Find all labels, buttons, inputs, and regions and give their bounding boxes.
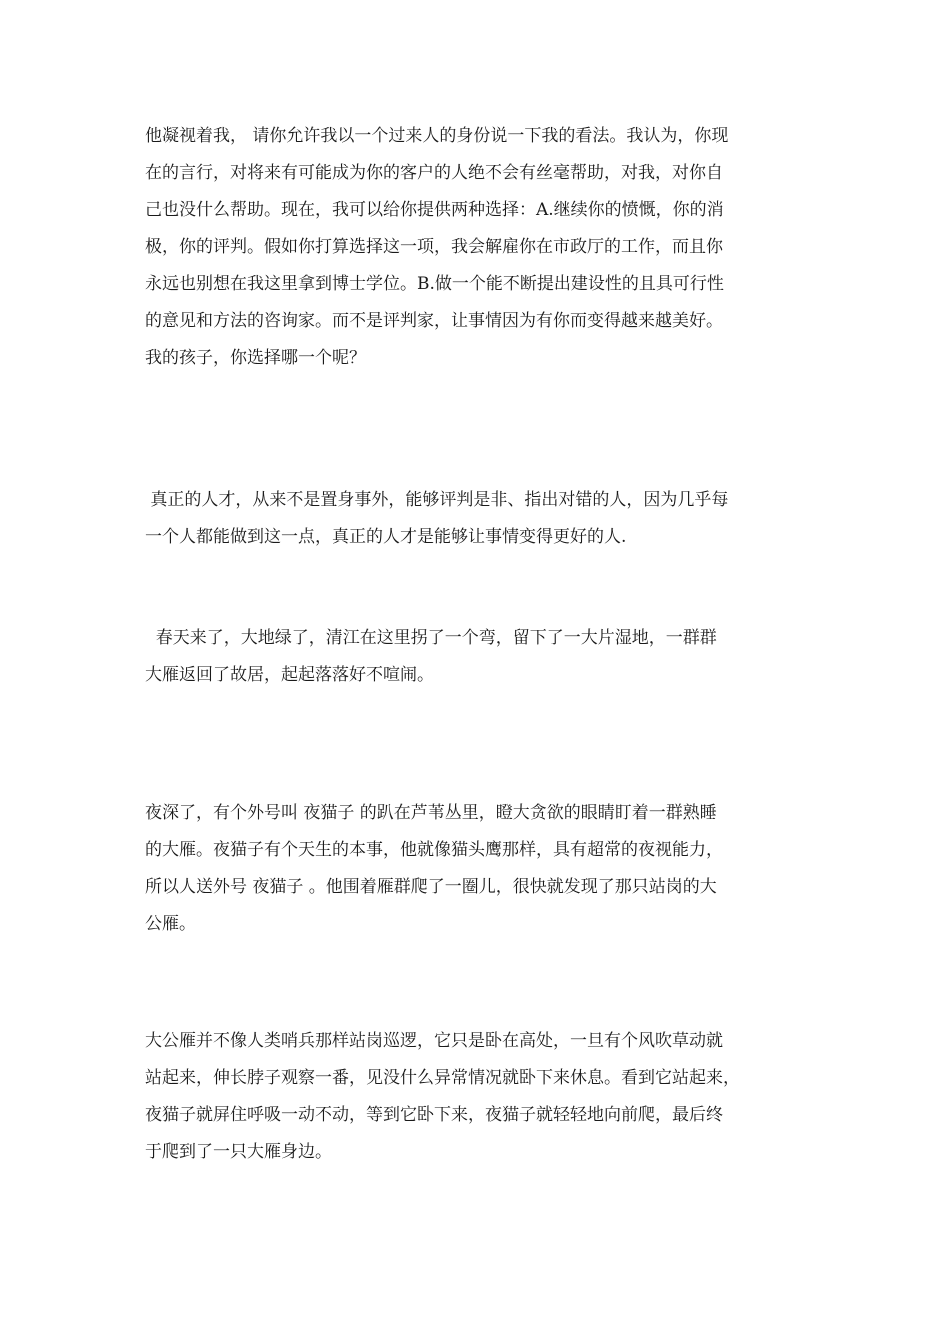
text-line: 夜猫子就屏住呼吸一动不动，等到它卧下来，夜猫子就轻轻地向前爬，最后终 (145, 1105, 723, 1125)
text-line: 春天来了，大地绿了，清江在这里拐了一个弯，留下了一大片湿地，一群群 (145, 628, 717, 648)
text-line: 极，你的评判。假如你打算选择这一项，我会解雇你在市政厅的工作，而且你 (145, 237, 723, 257)
text-line: 公雁。 (145, 914, 196, 934)
paragraph-5 (145, 1023, 810, 1171)
text-line: 大公雁并不像人类哨兵那样站岗巡逻，它只是卧在高处，一旦有个风吹草动就 (145, 1031, 723, 1051)
text-line: 己也没什么帮助。现在，我可以给你提供两种选择：A.继续你的愤慨，你的消 (145, 200, 724, 220)
text-line: 真正的人才，从来不是置身事外，能够评判是非、指出对错的人，因为几乎每 (145, 490, 729, 510)
text-line: 一个人都能做到这一点，真正的人才是能够让事情变得更好的人. (145, 527, 627, 547)
paragraph-4 (145, 795, 810, 943)
text-line: 夜深了，有个外号叫 夜猫子 的趴在芦苇丛里，瞪大贪欲的眼睛盯着一群熟睡 (145, 803, 717, 823)
text-line: 我的孩子，你选择哪一个呢？ (145, 348, 366, 368)
text-line: 站起来，伸长脖子观察一番，见没什么异常情况就卧下来休息。看到它站起来， (145, 1068, 740, 1088)
text-line: 永远也别想在我这里拿到博士学位。B.做一个能不断提出建设性的且具可行性 (145, 274, 724, 294)
text-line: 于爬到了一只大雁身边。 (145, 1142, 332, 1162)
text-line: 他凝视着我， 请你允许我以一个过来人的身份说一下我的看法。我认为，你现 (145, 126, 729, 146)
paragraph-2 (145, 482, 810, 556)
paragraph-3 (145, 620, 810, 694)
text-line: 在的言行，对将来有可能成为你的客户的人绝不会有丝毫帮助，对我，对你自 (145, 163, 723, 183)
text-line: 的大雁。夜猫子有个天生的本事，他就像猫头鹰那样，具有超常的夜视能力， (145, 840, 723, 860)
text-line: 大雁返回了故居，起起落落好不喧闹。 (145, 665, 434, 685)
text-line: 的意见和方法的咨询家。而不是评判家，让事情因为有你而变得越来越美好。 (145, 311, 723, 331)
paragraph-1 (145, 118, 810, 377)
text-line: 所以人送外号 夜猫子 。他围着雁群爬了一圈儿，很快就发现了那只站岗的大 (145, 877, 717, 897)
